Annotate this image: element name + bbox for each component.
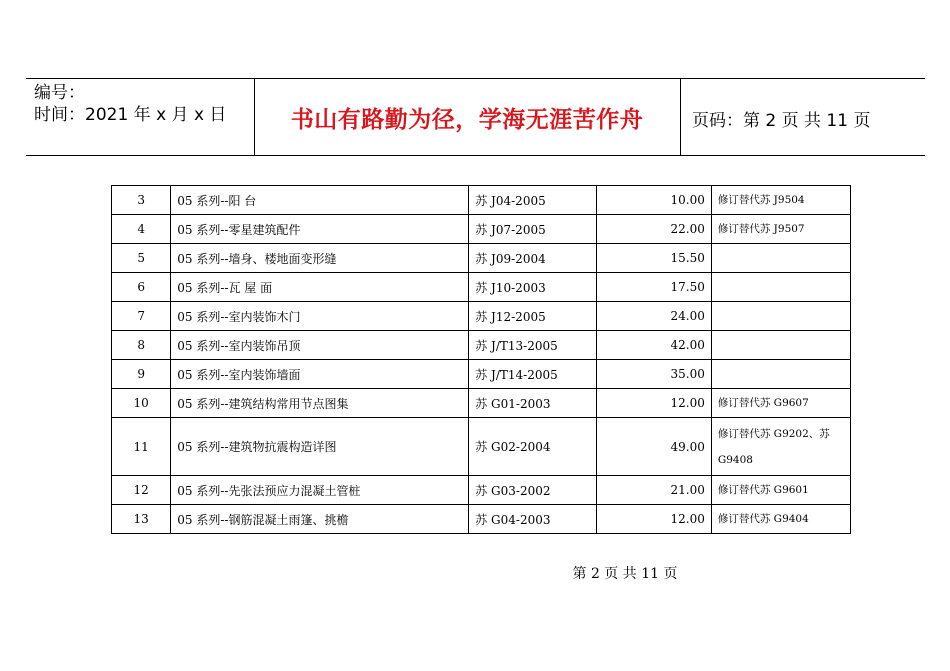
row-price: 35.00 bbox=[597, 360, 711, 389]
row-number: 10 bbox=[112, 389, 171, 418]
table-row bbox=[112, 244, 851, 273]
header-top-rule bbox=[26, 78, 925, 79]
row-price: 17.50 bbox=[597, 273, 711, 302]
row-number: 6 bbox=[112, 273, 171, 302]
row-name: 05 系列--室内装饰吊顶 bbox=[171, 331, 469, 360]
row-price: 12.00 bbox=[597, 389, 711, 418]
row-name: 05 系列--建筑结构常用节点图集 bbox=[171, 389, 469, 418]
row-code: 苏 G03-2002 bbox=[469, 476, 597, 505]
row-name: 05 系列--钢筋混凝土雨篷、挑檐 bbox=[171, 505, 469, 534]
row-name: 05 系列--室内装饰墙面 bbox=[171, 360, 469, 389]
document-time-label: 时间：2021 年 x 月 x 日 bbox=[34, 105, 227, 125]
table-row bbox=[112, 215, 851, 244]
table-row bbox=[112, 476, 851, 505]
row-number: 8 bbox=[112, 331, 171, 360]
row-code: 苏 G01-2003 bbox=[469, 389, 597, 418]
row-price: 42.00 bbox=[597, 331, 711, 360]
row-code: 苏 J12-2005 bbox=[469, 302, 597, 331]
row-note: 修订替代苏 G9202、苏 G9408 bbox=[711, 418, 850, 476]
row-note: 修订替代苏 J9504 bbox=[711, 186, 850, 215]
row-price: 24.00 bbox=[597, 302, 711, 331]
table-row bbox=[112, 505, 851, 534]
row-price: 12.00 bbox=[597, 505, 711, 534]
row-number: 9 bbox=[112, 360, 171, 389]
row-name: 05 系列--先张法预应力混凝土管桩 bbox=[171, 476, 469, 505]
row-name: 05 系列--阳 台 bbox=[171, 186, 469, 215]
row-price: 15.50 bbox=[597, 244, 711, 273]
header-meta bbox=[34, 82, 226, 126]
row-note bbox=[711, 302, 850, 331]
row-price: 21.00 bbox=[597, 476, 711, 505]
row-note bbox=[711, 273, 850, 302]
row-note: 修订替代苏 J9507 bbox=[711, 215, 850, 244]
table-row bbox=[112, 331, 851, 360]
row-code: 苏 J/T14-2005 bbox=[469, 360, 597, 389]
row-note bbox=[711, 331, 850, 360]
row-code: 苏 G04-2003 bbox=[469, 505, 597, 534]
table-row bbox=[112, 273, 851, 302]
row-number: 4 bbox=[112, 215, 171, 244]
table-row bbox=[112, 302, 851, 331]
row-name: 05 系列--零星建筑配件 bbox=[171, 215, 469, 244]
table-row bbox=[112, 360, 851, 389]
row-code: 苏 J/T13-2005 bbox=[469, 331, 597, 360]
row-number: 11 bbox=[112, 418, 171, 476]
table-row bbox=[112, 418, 851, 476]
row-code: 苏 J04-2005 bbox=[469, 186, 597, 215]
table-row bbox=[112, 389, 851, 418]
row-note bbox=[711, 244, 850, 273]
row-note: 修订替代苏 G9601 bbox=[711, 476, 850, 505]
row-name: 05 系列--建筑物抗震构造详图 bbox=[171, 418, 469, 476]
row-name: 05 系列--室内装饰木门 bbox=[171, 302, 469, 331]
page-footer bbox=[0, 563, 950, 583]
header-bottom-rule bbox=[26, 155, 925, 156]
document-number-label: 编号： bbox=[34, 83, 85, 103]
row-price: 49.00 bbox=[597, 418, 711, 476]
row-code: 苏 J07-2005 bbox=[469, 215, 597, 244]
row-code: 苏 J09-2004 bbox=[469, 244, 597, 273]
row-price: 22.00 bbox=[597, 215, 711, 244]
row-code: 苏 G02-2004 bbox=[469, 418, 597, 476]
row-number: 5 bbox=[112, 244, 171, 273]
standards-table bbox=[111, 185, 851, 534]
row-name: 05 系列--瓦 屋 面 bbox=[171, 273, 469, 302]
row-number: 12 bbox=[112, 476, 171, 505]
row-code: 苏 J10-2003 bbox=[469, 273, 597, 302]
row-note: 修订替代苏 G9404 bbox=[711, 505, 850, 534]
header-page-info: 页码：第 2 页 共 11 页 bbox=[692, 111, 871, 131]
header-motto: 书山有路勤为径，学海无涯苦作舟 bbox=[290, 107, 644, 133]
row-name: 05 系列--墙身、楼地面变形缝 bbox=[171, 244, 469, 273]
row-number: 3 bbox=[112, 186, 171, 215]
row-number: 13 bbox=[112, 505, 171, 534]
row-number: 7 bbox=[112, 302, 171, 331]
row-note bbox=[711, 360, 850, 389]
row-note: 修订替代苏 G9607 bbox=[711, 389, 850, 418]
header-divider-right bbox=[680, 78, 681, 155]
row-price: 10.00 bbox=[597, 186, 711, 215]
table-row bbox=[112, 186, 851, 215]
footer-page-number: 第 2 页 共 11 页 bbox=[572, 566, 678, 582]
